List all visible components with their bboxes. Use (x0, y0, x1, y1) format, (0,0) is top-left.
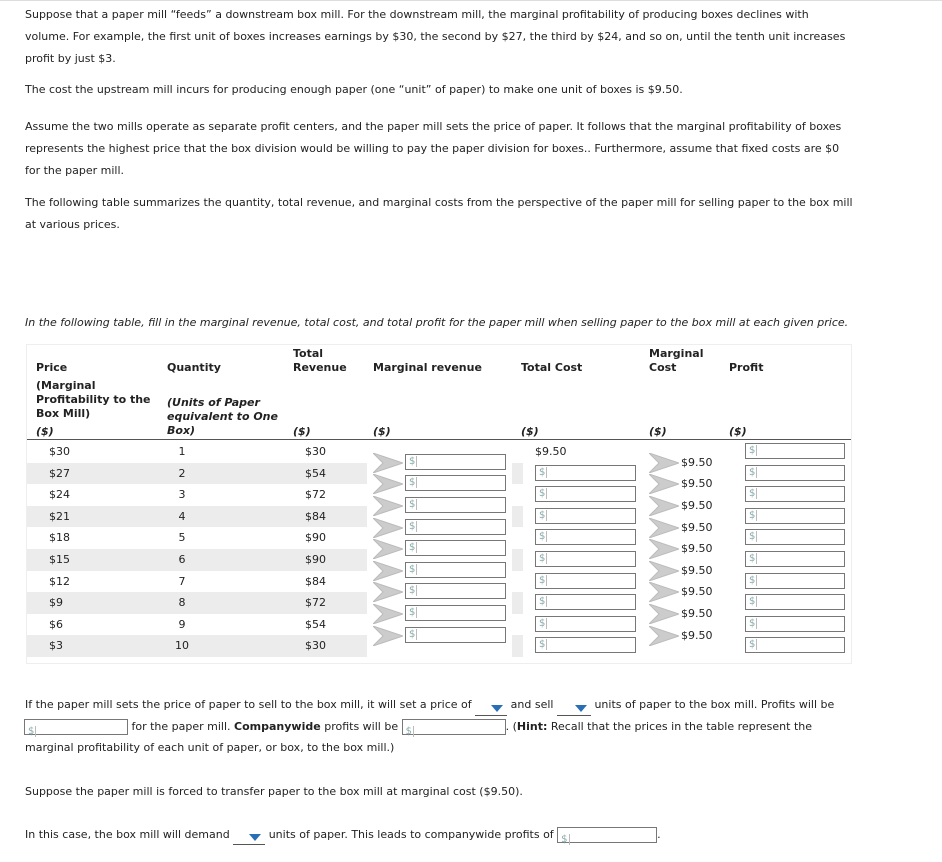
dollar-prefix: $ (749, 466, 756, 478)
header-total-revenue-unit: ($) (293, 425, 311, 438)
price-cell: $6 (49, 617, 63, 631)
q1-text-d: for the paper mill. (131, 719, 231, 733)
dollar-prefix: $ (409, 628, 416, 640)
total-revenue-cell: $54 (305, 617, 326, 631)
total-cost-input[interactable] (535, 637, 636, 653)
total-cost-input[interactable] (535, 486, 636, 502)
quantity-cell: 6 (178, 553, 186, 566)
header-total-revenue-1: Total (293, 347, 324, 360)
marginal-revenue-input[interactable] (405, 454, 506, 470)
price-cell: $18 (49, 531, 70, 545)
q3-text-b: units of paper. This leads to companywide profits of (268, 828, 554, 841)
marginal-revenue-input[interactable] (405, 540, 506, 556)
dollar-prefix: $ (749, 553, 756, 564)
header-price: Price (36, 361, 68, 374)
intro-paragraph-4: The following table summarizes the quantity, total revenue, and marginal costs from the perspective of the paper mill for selling paper to the box mill at various prices. (25, 196, 853, 231)
question-2: Suppose the paper mill is forced to transfer paper to the box mill at marginal cost ($9.50). (25, 785, 523, 798)
total-revenue-cell: $72 (305, 596, 326, 610)
intro-paragraph-2: The cost the upstream mill incurs for producing enough paper (one “unit” of paper) to make one unit of boxes is $9.50. (25, 83, 683, 96)
dollar-prefix: $ (749, 617, 756, 629)
chevron-right-icon (373, 539, 403, 559)
q3-text-a: In this case, the box mill will demand (25, 828, 230, 841)
chevron-right-icon (373, 626, 403, 646)
chevron-right-icon (649, 496, 679, 516)
price-cell: $30 (49, 445, 70, 458)
chevron-right-icon (373, 453, 403, 473)
dollar-prefix: $ (409, 520, 416, 532)
chevron-right-icon (649, 539, 679, 559)
total-revenue-cell: $84 (305, 509, 326, 523)
marginal-cost-cell: $9.50 (681, 477, 713, 491)
price-cell: $9 (49, 596, 63, 610)
intro-paragraph-1: Suppose that a paper mill “feeds” a downstream box mill. For the downstream mill, the marginal profitability of producing boxes declines with volume. For example, the first unit of boxes increases earnings by $30, the second by $27, the third by $24, and so on, until the tenth unit increases profit by just $3. (25, 8, 846, 65)
dollar-prefix: $ (409, 477, 416, 489)
marginal-cost-cell: $9.50 (681, 607, 713, 620)
total-revenue-cell: $90 (305, 531, 326, 545)
q1-companywide: Companywide (234, 719, 321, 733)
chevron-right-icon (649, 604, 679, 624)
q1-text-c: units of paper to the box mill. Profits will be (594, 698, 835, 711)
header-marginal-cost-1: Marginal (649, 347, 704, 360)
total-cost-input[interactable] (535, 551, 636, 567)
header-marginal-revenue-unit: ($) (373, 425, 391, 438)
price-cell: $15 (49, 553, 70, 566)
profit-input[interactable] (745, 594, 845, 610)
quantity-cell: 10 (175, 639, 189, 653)
marginal-revenue-input[interactable] (405, 519, 506, 535)
chevron-down-icon (575, 705, 587, 712)
profit-input[interactable] (745, 443, 845, 459)
header-marginal-revenue: Marginal revenue (373, 361, 482, 374)
dollar-prefix: $ (749, 509, 756, 521)
profit-input[interactable] (745, 551, 845, 567)
q3-text-c: . (657, 828, 661, 841)
top-divider (0, 0, 942, 1)
profit-input[interactable] (745, 508, 845, 524)
dollar-prefix: $ (749, 488, 756, 500)
total-cost-input[interactable] (535, 529, 636, 545)
chevron-right-icon (649, 626, 679, 646)
question-1 (25, 694, 855, 759)
dollar-prefix: $ (539, 639, 546, 651)
dollar-prefix: $ (749, 531, 756, 543)
q1-text-b: and sell (510, 698, 554, 711)
total-revenue-cell: $54 (305, 466, 326, 480)
total-revenue-cell: $30 (305, 639, 326, 653)
header-marginal-cost-2: Cost (649, 361, 677, 374)
header-total-revenue-2: Revenue (293, 361, 347, 374)
marginal-revenue-input[interactable] (405, 562, 506, 578)
chevron-right-icon (649, 561, 679, 581)
marginal-cost-cell: $9.50 (681, 520, 713, 534)
dollar-prefix: $ (409, 499, 416, 510)
quantity-cell: 5 (178, 531, 186, 545)
chevron-down-icon (491, 705, 503, 712)
marginal-cost-cell: $9.50 (681, 455, 713, 469)
question-3 (25, 824, 855, 845)
total-cost-input[interactable] (535, 616, 636, 632)
chevron-right-icon (373, 561, 403, 581)
dollar-prefix: $ (539, 574, 546, 586)
dollar-prefix: $ (749, 639, 756, 651)
profit-input[interactable] (745, 529, 845, 545)
dollar-prefix: $ (539, 553, 546, 564)
paper-mill-profit-input[interactable]: $ (24, 719, 128, 735)
price-cell: $12 (49, 574, 70, 588)
price-cell: $21 (49, 509, 70, 523)
dollar-prefix: $ (749, 445, 756, 456)
dollar-prefix: $ (409, 585, 416, 597)
total-cost-cell: $9.50 (535, 445, 567, 458)
header-quantity-sub: (Units of Paper equivalent to One Box) (167, 396, 278, 437)
chevron-right-icon (649, 453, 679, 473)
total-revenue-cell: $72 (305, 488, 326, 502)
total-cost-input[interactable] (535, 594, 636, 610)
total-revenue-cell: $30 (305, 445, 326, 458)
chevron-right-icon (649, 582, 679, 602)
marginal-cost-cell: $9.50 (681, 563, 713, 577)
marginal-revenue-input[interactable] (405, 605, 506, 621)
q1-text-f-open: . ( (505, 719, 517, 733)
q1-text-f: Recall that the prices in the table represent the marginal profitability of each unit of paper, or box, to the box mill.) (25, 719, 813, 754)
profit-input[interactable] (745, 486, 845, 502)
chevron-right-icon (373, 474, 403, 494)
dollar-prefix: $ (749, 574, 756, 586)
marginal-revenue-input[interactable] (405, 497, 506, 513)
total-cost-input[interactable] (535, 508, 636, 524)
dollar-prefix: $ (539, 509, 546, 521)
dollar-prefix: $ (409, 455, 416, 467)
dollar-prefix: $ (539, 596, 546, 608)
total-cost-input[interactable] (535, 573, 636, 589)
chevron-right-icon (649, 518, 679, 538)
quantity-cell: 9 (178, 617, 186, 631)
dollar-prefix: $ (539, 488, 546, 500)
header-profit: Profit (729, 361, 764, 374)
marginal-cost-cell: $9.50 (681, 585, 713, 599)
price-cell: $24 (49, 488, 70, 502)
profit-input[interactable] (745, 465, 845, 481)
marginal-cost-cell: $9.50 (681, 542, 713, 556)
chevron-down-icon (249, 834, 261, 841)
quantity-cell: 8 (178, 596, 186, 610)
quantity-cell: 2 (178, 466, 186, 480)
chevron-right-icon (373, 604, 403, 624)
price-dropdown[interactable] (475, 701, 507, 716)
header-profit-unit: ($) (729, 425, 747, 438)
header-price-unit: ($) (36, 425, 54, 438)
q1-hint-label: Hint: (516, 719, 548, 733)
quantity-cell: 4 (178, 509, 186, 523)
quantity-cell: 7 (178, 574, 186, 588)
marginal-revenue-input[interactable] (405, 627, 506, 643)
q1-text-a: If the paper mill sets the price of paper to sell to the box mill, it will set a price of (25, 698, 472, 711)
dollar-prefix: $ (539, 531, 546, 543)
header-total-cost: Total Cost (521, 361, 583, 374)
profit-input[interactable] (745, 616, 845, 632)
chevron-right-icon (373, 496, 403, 516)
q1-text-e: profits will be (324, 719, 399, 733)
chevron-right-icon (373, 518, 403, 538)
dollar-prefix: $ (409, 607, 416, 618)
profit-input[interactable] (745, 573, 845, 589)
dollar-prefix: $ (409, 563, 416, 575)
dollar-prefix: $ (409, 542, 416, 554)
quantity-cell: 3 (178, 488, 186, 502)
intro-paragraph-3: Assume the two mills operate as separate profit centers, and the paper mill sets the price of paper. It follows that the marginal profitability of boxes represents the highest price that the box division would be willing to pay the paper division for boxes.. Furthermore, assume that fixed costs are $0 for the paper mill. (25, 120, 842, 177)
total-cost-input[interactable] (535, 465, 636, 481)
marginal-revenue-input[interactable] (405, 583, 506, 599)
chevron-right-icon (649, 474, 679, 494)
total-revenue-cell: $84 (305, 574, 326, 588)
quantity-dropdown[interactable] (557, 701, 591, 716)
header-total-cost-unit: ($) (521, 425, 539, 438)
price-cell: $27 (49, 466, 70, 480)
dollar-prefix: $ (539, 617, 546, 629)
total-revenue-cell: $90 (305, 553, 326, 566)
header-price-sub: (Marginal Profitability to the Box Mill) (36, 379, 151, 420)
profit-table (26, 344, 852, 664)
dollar-prefix: $ (749, 596, 756, 608)
marginal-revenue-input[interactable] (405, 475, 506, 491)
marginal-cost-cell: $9.50 (681, 628, 713, 642)
quantity-cell: 1 (178, 445, 186, 458)
header-quantity: Quantity (167, 361, 221, 374)
dollar-prefix: $ (539, 466, 546, 478)
marginal-cost-cell: $9.50 (681, 499, 713, 512)
companywide-profit-mc-input[interactable]: $ (557, 827, 657, 843)
header-marginal-cost-unit: ($) (649, 425, 667, 438)
companywide-profit-input[interactable]: $ (402, 719, 506, 735)
table-instruction: In the following table, fill in the marginal revenue, total cost, and total profit for the paper mill when selling paper to the box mill at each given price. (25, 316, 849, 329)
price-cell: $3 (49, 639, 63, 653)
chevron-right-icon (373, 582, 403, 602)
profit-input[interactable] (745, 637, 845, 653)
demand-dropdown[interactable] (233, 830, 265, 845)
